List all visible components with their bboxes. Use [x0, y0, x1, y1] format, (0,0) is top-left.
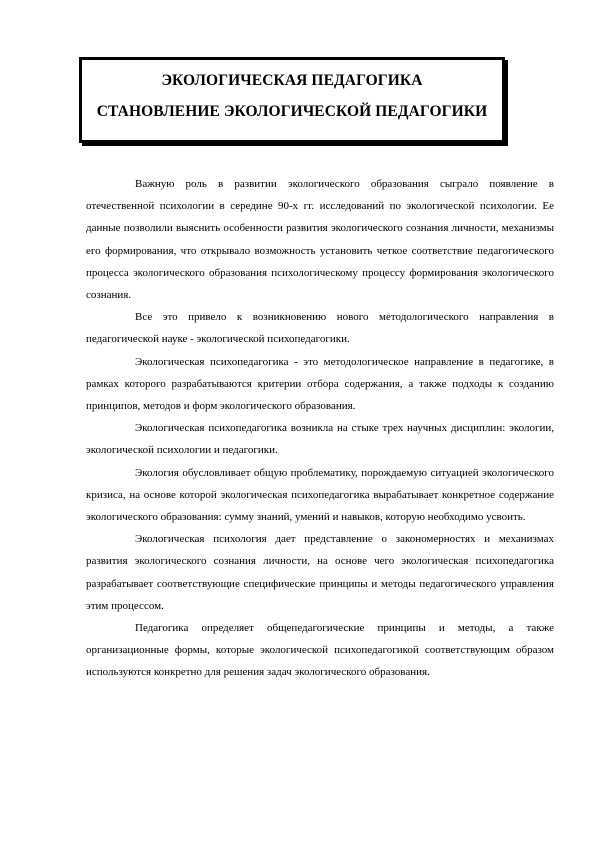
title-box: [79, 57, 505, 143]
paragraph: Экологическая психология дает представление о закономерностях и механизмах развития экологического сознания личности, на основе чего экологическая психопедагогика разрабатывает соответствующие специфические принципы и методы педагогического управления этим процессом.: [86, 533, 554, 612]
paragraph: Экологическая психопедагогика возникла на стыке трех научных дисциплин: экологии, экологической психологии и педагогики.: [86, 422, 554, 457]
document-title: ЭКОЛОГИЧЕСКАЯ ПЕДАГОГИКА: [161, 72, 423, 89]
paragraph: Экологическая психопедагогика - это методологическое направление в педагогике, в рамках которого разрабатываются критерии отбора содержания, а также подходы к созданию принципов, методов и форм экологического образования.: [86, 355, 554, 413]
paragraph: Все это привело к возникновению нового методологического направления в педагогической науке - экологической психопедагогики.: [86, 311, 554, 346]
section-title: СТАНОВЛЕНИЕ ЭКОЛОГИЧЕСКОЙ ПЕДАГОГИКИ: [96, 103, 488, 120]
paragraph: Важную роль в развитии экологического образования сыграло появление в отечественной психологии в середине 90-х гг. исследований по экологической психологии. Ее данные позволили выяснить особенности развития экологического сознания личности, механизмы его формирования, что открывало возможность установить четкое соответствие педагогического процесса экологического образования психологическому процессу формирования экологического сознания.: [86, 178, 554, 302]
document-body: [86, 173, 554, 684]
paragraph: Педагогика определяет общепедагогические принципы и методы, а также организационные формы, которые экологической психопедагогикой соответствующим образом используются конкретно для решения задач экологического образования.: [86, 622, 554, 679]
paragraph: Экология обусловливает общую проблематику, порождаемую ситуацией экологического кризиса, на основе которой экологическая психопедагогика вырабатывает конкретное содержание экологического образования: сумму знаний, умений и навыков, которую необходимо усвоить.: [86, 466, 554, 524]
